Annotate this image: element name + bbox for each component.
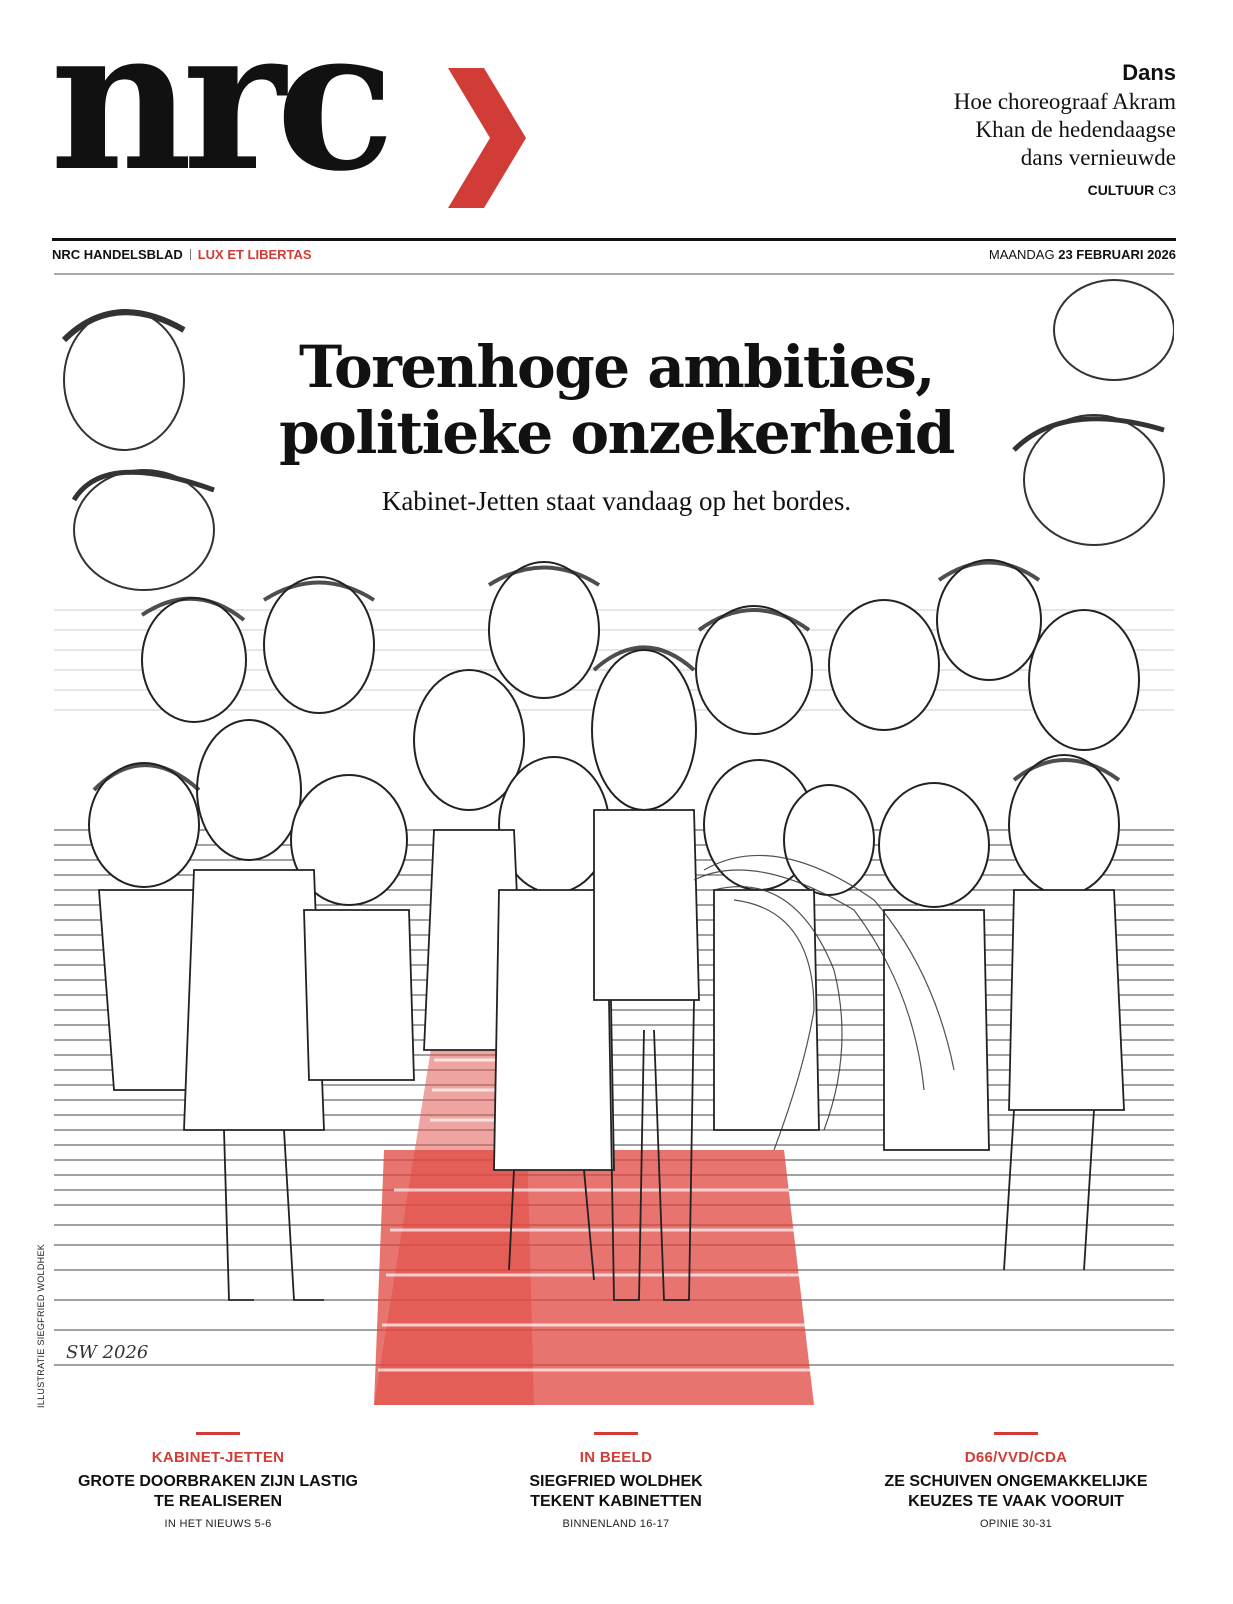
- footer-page-ref: BINNENLAND 16-17: [562, 1518, 670, 1530]
- paper-name: NRC HANDELSBLAD: [52, 247, 183, 262]
- issue-weekday: MAANDAG: [988, 247, 1055, 262]
- masthead-logo[interactable]: [50, 0, 550, 215]
- issue-date: 23 FEBRUARI 2026: [1058, 247, 1176, 262]
- teaser-accent-bar: [594, 1432, 638, 1435]
- footer-title-line: SIEGFRIED WOLDHEK: [529, 1473, 703, 1490]
- paper-motto: LUX ET LIBERTAS: [197, 247, 312, 262]
- teaser-page: C3: [1158, 182, 1176, 198]
- dateline-divider: [190, 249, 191, 260]
- teaser-text: [836, 88, 1176, 172]
- teaser-accent-bar: [196, 1432, 240, 1435]
- headline-line: politieke onzekerheid: [279, 399, 954, 467]
- footer-kicker: KABINET-JETTEN: [151, 1449, 285, 1466]
- teaser-line: dans vernieuwde: [1020, 145, 1176, 170]
- footer-title-line: ZE SCHUIVEN ONGEMAKKELIJKE: [884, 1473, 1148, 1490]
- footer-kicker: IN BEELD: [579, 1449, 653, 1466]
- footer-teaser-3[interactable]: [846, 1432, 1186, 1530]
- teaser-section: CULTUUR: [1087, 182, 1155, 198]
- footer-title-line: TE REALISEREN: [153, 1493, 282, 1510]
- artist-signature: SW 2026: [66, 1342, 149, 1363]
- footer-page-ref: OPINIE 30-31: [979, 1518, 1053, 1530]
- teaser-line: Hoe choreograaf Akram: [953, 89, 1176, 114]
- teaser-page-ref: [836, 182, 1176, 198]
- footer-kicker: D66/VVD/CDA: [964, 1449, 1068, 1466]
- footer-teaser-1[interactable]: [48, 1432, 388, 1530]
- footer-teaser-2[interactable]: [446, 1432, 786, 1530]
- cover-headline[interactable]: [0, 334, 1233, 466]
- headline-line: Torenhoge ambities,: [299, 333, 934, 401]
- dans-teaser[interactable]: [836, 60, 1176, 198]
- footer-title: [846, 1472, 1186, 1512]
- footer-title-line: TEKENT KABINETTEN: [530, 1493, 702, 1510]
- footer-title: [48, 1472, 388, 1512]
- teaser-line: Khan de hedendaagse: [975, 117, 1176, 142]
- footer-title-line: GROTE DOORBRAKEN ZIJN LASTIG: [77, 1473, 358, 1490]
- cover-deck: Kabinet-Jetten staat vandaag op het bordes.: [381, 486, 852, 516]
- footer-page-ref: IN HET NIEUWS 5-6: [164, 1518, 272, 1530]
- teaser-kicker: Dans: [1122, 60, 1176, 85]
- masthead-rule: [52, 238, 1176, 241]
- logo-wordmark: nrc: [50, 0, 386, 215]
- footer-title: [446, 1472, 786, 1512]
- logo-chevron-icon: [448, 68, 528, 208]
- footer-title-line: KEUZES TE VAAK VOORUIT: [908, 1493, 1124, 1510]
- teaser-accent-bar: [994, 1432, 1038, 1435]
- illustration-credit: ILLUSTRATIE SIEGFRIED WOLDHEK: [36, 1243, 46, 1408]
